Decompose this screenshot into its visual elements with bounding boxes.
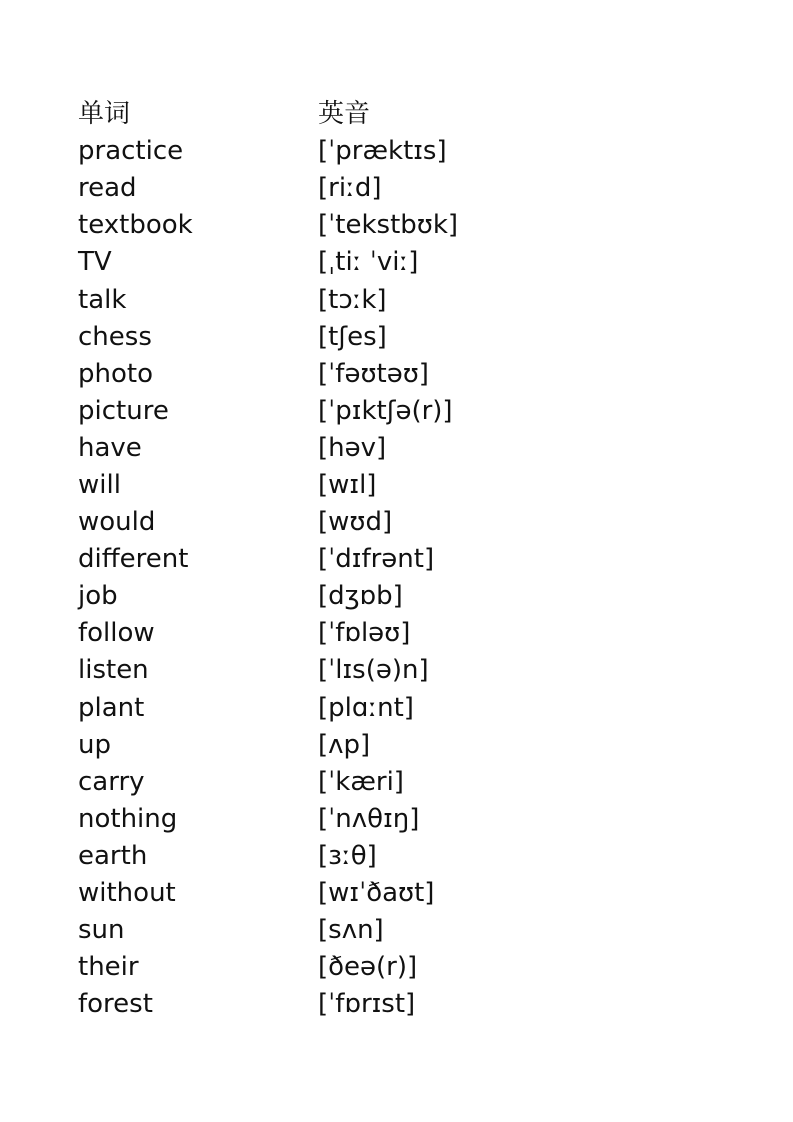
ipa-cell: [wɪl] [318, 469, 377, 500]
ipa-cell: [ˈtekstbʊk] [318, 210, 459, 241]
ipa-cell: [dʒɒb] [318, 581, 403, 612]
word-cell: without [78, 878, 176, 909]
table-header-row [78, 96, 598, 133]
table-row [78, 838, 598, 875]
ipa-cell: [wɪˈðaʊt] [318, 878, 435, 909]
ipa-column-header: 英音 [318, 99, 371, 130]
word-cell: would [78, 507, 156, 538]
ipa-cell: [ˌtiː ˈviː] [318, 247, 419, 278]
table-row [78, 207, 598, 244]
table-row [78, 615, 598, 652]
word-cell: picture [78, 395, 169, 426]
ipa-cell: [sʌn] [318, 915, 384, 946]
table-row [78, 801, 598, 838]
table-row [78, 170, 598, 207]
word-cell: different [78, 544, 189, 575]
table-row [78, 986, 598, 1023]
table-row [78, 764, 598, 801]
ipa-cell: [wʊd] [318, 507, 393, 538]
table-row [78, 430, 598, 467]
word-cell: have [78, 432, 142, 463]
table-row [78, 244, 598, 281]
table-row [78, 393, 598, 430]
word-cell: photo [78, 358, 153, 389]
ipa-cell: [ðeə(r)] [318, 952, 418, 983]
word-cell: nothing [78, 803, 178, 834]
table-row [78, 578, 598, 615]
word-cell: TV [78, 247, 112, 278]
word-cell: sun [78, 915, 125, 946]
word-cell: carry [78, 766, 145, 797]
word-cell: will [78, 469, 121, 500]
word-cell: chess [78, 321, 152, 352]
table-row [78, 912, 598, 949]
table-row [78, 541, 598, 578]
ipa-cell: [ɜːθ] [318, 840, 377, 871]
vocabulary-rows [78, 133, 598, 1023]
ipa-cell: [ˈpræktɪs] [318, 136, 447, 167]
table-row [78, 467, 598, 504]
table-row [78, 690, 598, 727]
ipa-cell: [həv] [318, 432, 387, 463]
ipa-cell: [ˈpɪktʃə(r)] [318, 395, 453, 426]
ipa-cell: [ˈkæri] [318, 766, 404, 797]
ipa-cell: [ˈfəʊtəʊ] [318, 358, 429, 389]
ipa-cell: [tɔːk] [318, 284, 387, 315]
table-row [78, 356, 598, 393]
word-cell: their [78, 952, 139, 983]
ipa-cell: [ˈnʌθɪŋ] [318, 803, 420, 834]
table-row [78, 875, 598, 912]
word-cell: plant [78, 692, 145, 723]
word-cell: earth [78, 840, 148, 871]
word-cell: talk [78, 284, 127, 315]
ipa-cell: [ˈdɪfrənt] [318, 544, 435, 575]
table-row [78, 727, 598, 764]
ipa-cell: [ˈfɒrɪst] [318, 989, 416, 1020]
word-cell: forest [78, 989, 153, 1020]
word-cell: practice [78, 136, 184, 167]
table-row [78, 652, 598, 689]
table-row [78, 319, 598, 356]
word-cell: read [78, 173, 137, 204]
ipa-cell: [ˈlɪs(ə)n] [318, 655, 429, 686]
table-row [78, 504, 598, 541]
word-cell: textbook [78, 210, 193, 241]
word-cell: job [78, 581, 118, 612]
ipa-cell: [plɑːnt] [318, 692, 414, 723]
table-row [78, 281, 598, 318]
ipa-cell: [riːd] [318, 173, 382, 204]
ipa-cell: [tʃes] [318, 321, 387, 352]
word-cell: up [78, 729, 111, 760]
ipa-cell: [ˈfɒləʊ] [318, 618, 411, 649]
vocabulary-table [78, 96, 598, 1023]
table-row [78, 133, 598, 170]
word-column-header: 单词 [78, 99, 131, 130]
word-cell: follow [78, 618, 155, 649]
word-cell: listen [78, 655, 149, 686]
table-row [78, 949, 598, 986]
ipa-cell: [ʌp] [318, 729, 371, 760]
